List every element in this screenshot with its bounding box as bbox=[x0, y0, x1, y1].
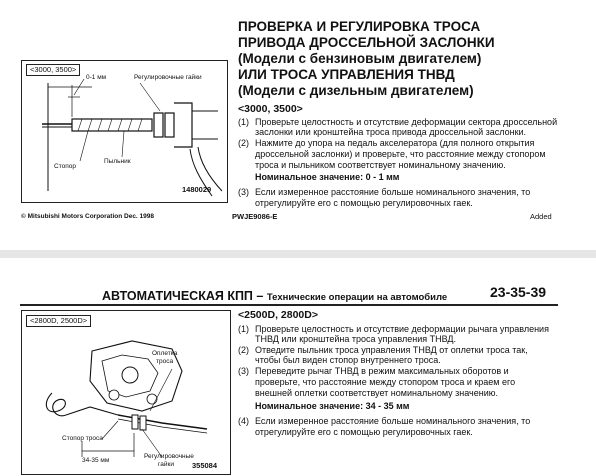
step2-2-line-1: Отведите пыльник троса управления ТНВД от оплетки троса так, bbox=[255, 345, 528, 355]
step-2-number: (2) bbox=[238, 138, 249, 148]
throttle-cable-figure bbox=[21, 60, 228, 203]
step2-4-line-2: отрегулируйте его с помощью регулировочных гаек. bbox=[255, 427, 473, 437]
section-title-line-2: ПРИВОДА ДРОССЕЛЬНОЙ ЗАСЛОНКИ bbox=[238, 35, 495, 50]
figure-label-nuts-2: гайки bbox=[158, 461, 174, 468]
figure-id: 1480029 bbox=[182, 185, 212, 194]
figure-label-sheath-1: Оплетка bbox=[152, 350, 178, 357]
step2-3-line-3: внешней оплетки соответствует номинальному значению. bbox=[255, 388, 498, 398]
step-3-line-2: отрегулируйте его с помощью регулировочных гаек. bbox=[255, 198, 473, 208]
chapter-subtitle: Технические операции на автомобиле bbox=[266, 292, 448, 303]
figure-label-stopper: Стопор bbox=[54, 163, 76, 170]
step2-1-line-1: Проверьте целостность и отсутствие деформации рычага управления bbox=[255, 324, 549, 334]
step-2-line-1: Нажмите до упора на педаль акселератора (для полного открытия bbox=[255, 138, 535, 148]
figure-label-stopper-2: Стопор троса bbox=[62, 435, 103, 442]
model-tag-2: <2500D, 2800D> bbox=[238, 309, 318, 321]
section-title-line-3: (Модели с бензиновым двигателем) bbox=[238, 51, 482, 66]
figure-model-tag-2: <2800D, 2500D> bbox=[26, 315, 91, 327]
nominal-value: Номинальное значение: 0 - 1 мм bbox=[255, 172, 400, 182]
section-title-line-5: (Модели с дизельным двигателем) bbox=[238, 83, 474, 98]
figure-label-boot: Пыльник bbox=[104, 158, 131, 165]
added-mark: Added bbox=[530, 212, 552, 221]
page-number: 23-35-39 bbox=[490, 284, 547, 300]
injection-pump-drawing bbox=[22, 311, 230, 474]
step2-3-line-2: проверьте, что расстояние между стопором троса и краем его bbox=[255, 377, 516, 387]
step2-1-number: (1) bbox=[238, 324, 249, 334]
figure-label-gap: 0-1 мм bbox=[86, 74, 107, 81]
figure-label-dimension: 34-35 мм bbox=[82, 457, 110, 464]
chapter-header bbox=[102, 288, 447, 304]
step-3-line-1: Если измеренное расстояние больше номинального значения, то bbox=[255, 187, 531, 197]
throttle-cable-drawing bbox=[22, 61, 227, 202]
step2-1-line-2: ТНВД или кронштейна троса управления ТНВД. bbox=[255, 334, 456, 344]
step-3-number: (3) bbox=[238, 187, 249, 197]
step-1-line-2: заслонки или кронштейна троса привода дроссельной заслонки. bbox=[255, 127, 527, 137]
step-1-line-1: Проверьте целостность и отсутствие деформации сектора дроссельной bbox=[255, 117, 558, 127]
figure-model-tag: <3000, 3500> bbox=[26, 64, 80, 76]
figure-label-nuts: Регулировочные гайки bbox=[134, 74, 202, 81]
step-2-line-3: троса и пыльником соответствует номинальному значению. bbox=[255, 160, 506, 170]
copyright-note: © Mitsubishi Motors Corporation Dec. 1998 bbox=[21, 213, 155, 220]
step-2-line-2: дроссельной заслонки) и проверьте, что расстояние между стопором bbox=[255, 149, 546, 159]
manual-page-bottom bbox=[0, 258, 596, 476]
chapter-dash: – bbox=[252, 289, 267, 303]
section-title-line-1: ПРОВЕРКА И РЕГУЛИРОВКА ТРОСА bbox=[238, 19, 481, 34]
nominal-value-2: Номинальное значение: 34 - 35 мм bbox=[255, 401, 410, 411]
figure-label-sheath-2: троса bbox=[156, 358, 174, 365]
figure-label-nuts-1: Регулировочные bbox=[144, 453, 194, 460]
step2-4-number: (4) bbox=[238, 416, 249, 426]
step2-4-line-1: Если измеренное расстояние больше номинального значения, то bbox=[255, 416, 531, 426]
header-rule bbox=[20, 304, 558, 306]
step2-3-line-1: Переведите рычаг ТНВД в режим максимальных оборотов и bbox=[255, 366, 509, 376]
step2-3-number: (3) bbox=[238, 366, 249, 376]
chapter-title: АВТОМАТИЧЕСКАЯ КПП bbox=[102, 289, 253, 303]
model-tag: <3000, 3500> bbox=[238, 103, 303, 115]
page-separator bbox=[0, 250, 596, 258]
section-title-line-4: ИЛИ ТРОСА УПРАВЛЕНИЯ ТНВД bbox=[238, 67, 455, 82]
step-1-number: (1) bbox=[238, 117, 249, 127]
figure-id-2: 355084 bbox=[192, 461, 218, 470]
document-code: PWJE9086-E bbox=[232, 212, 278, 221]
injection-pump-cable-figure bbox=[21, 310, 231, 475]
step2-2-number: (2) bbox=[238, 345, 249, 355]
step2-2-line-2: чтобы был виден стопор внутреннего троса. bbox=[255, 355, 441, 365]
